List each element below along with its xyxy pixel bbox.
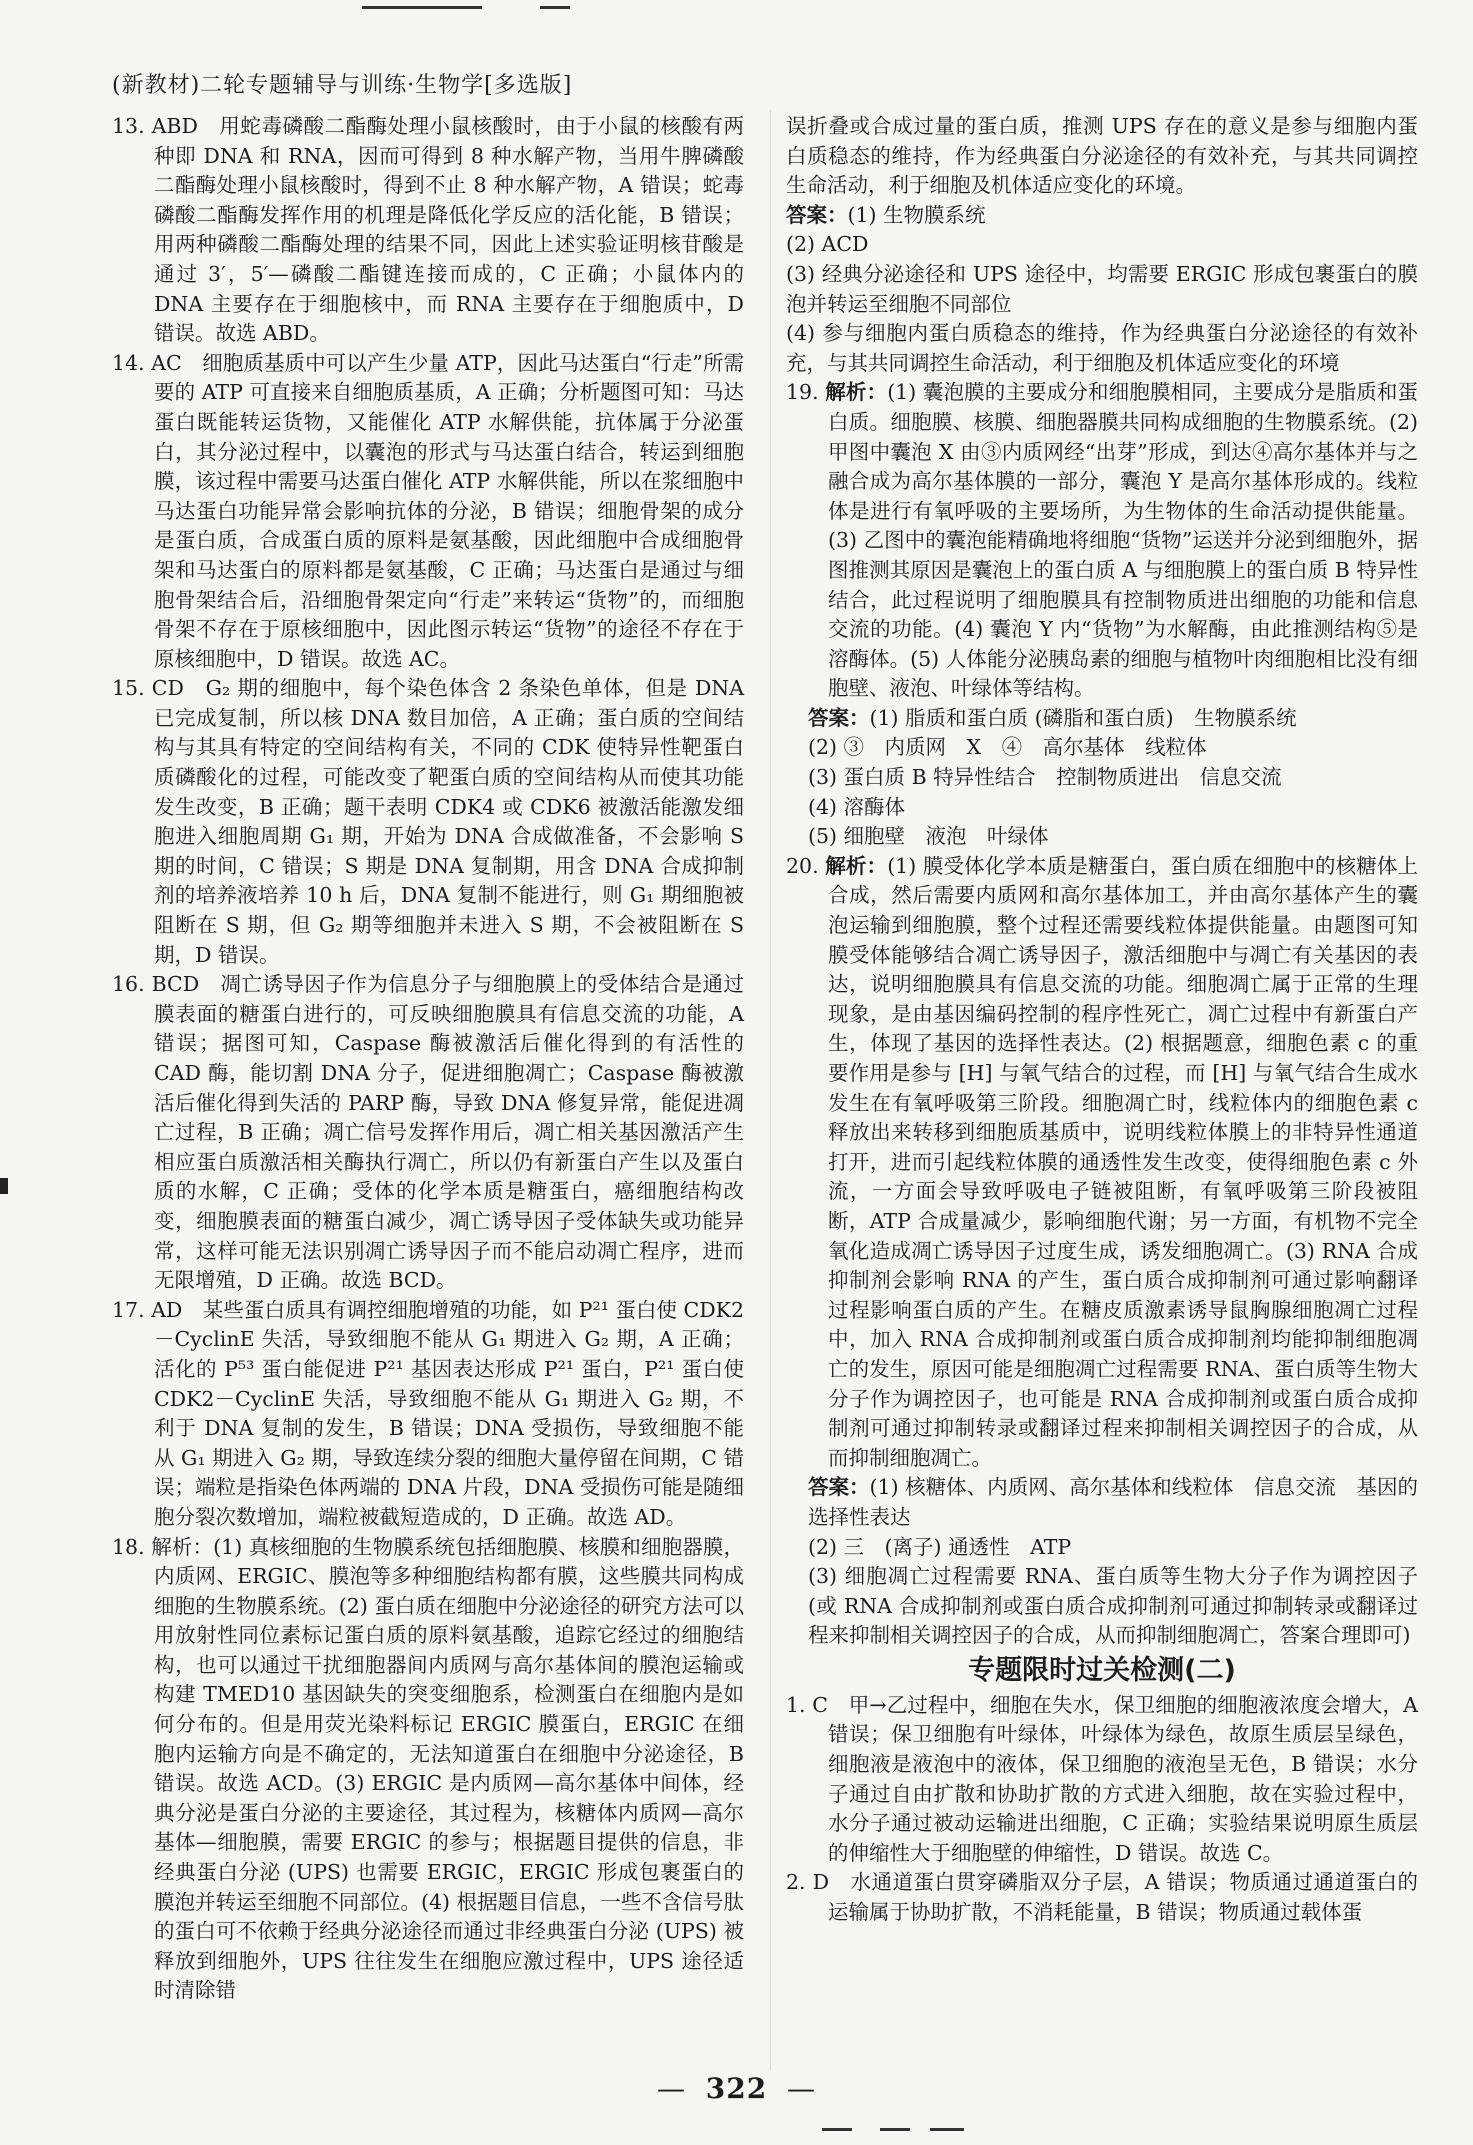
answer-18-continued: 误折叠或合成过量的蛋白质，推测 UPS 存在的意义是参与细胞内蛋白质稳态的维持，作为经典蛋白分泌途径的有效补充，与其共同调控生命活动，利于细胞及机体适应变化的环境。 <box>786 114 1418 198</box>
answer-19-key <box>786 704 1418 734</box>
answer-17: 17. AD 某些蛋白质具有调控细胞增殖的功能，如 P²¹ 蛋白使 CDK2－CyclinE 失活，导致细胞不能从 G₁ 期进入 G₂ 期，A 正确；活化的 P⁵³ 蛋白能促进 P²¹ 基因表达形成 P²¹ 蛋白，P²¹ 蛋白使 CDK2－CyclinE 失活，导致细胞不能从 G₁ 期进入 G₂ 期，不利于 DNA 复制的发生，B 错误；DNA 受损伤，导致细胞不能从 G₁ 期进入 G₂ 期，导致连续分裂的细胞大量停留在间期，C 错误；端粒是指染色体两端的 DNA 片段，DNA 受损伤可能是随细胞分裂次数增加，端粒被截短造成的，D 正确。故选 AD。 <box>112 1297 744 1529</box>
bottom-edge-mark <box>930 2128 964 2131</box>
answer-14: 14. AC 细胞质基质中可以产生少量 ATP，因此马达蛋白“行走”所需要的 ATP 可直接来自细胞质基质，A 正确；分析题图可知：马达蛋白既能转运货物，又能催化 ATP 水解供能，抗体属于分泌蛋白，其分泌过程中，以囊泡的形式与马达蛋白结合，转运到细胞膜，该过程中需要马达蛋白催化 ATP 水解供能，所以在浆细胞中马达蛋白功能异常会影响抗体的分泌，B 错误；细胞骨架的成分是蛋白质，合成蛋白质的原料是氨基酸，因此细胞中合成细胞骨架和马达蛋白的原料都是氨基酸，C 正确；马达蛋白是通过与细胞骨架结合后，沿细胞骨架定向“行走”来转运“货物”的，而细胞骨架不存在于原核细胞中，因此图示转运“货物”的途径不存在于原核细胞中，D 错误。故选 AC。 <box>112 350 744 671</box>
section-title: 专题限时过关检测(二) <box>968 1654 1236 1686</box>
analysis-text: (1) 囊泡膜的主要成分和细胞膜相同，主要成分是脂质和蛋白质。细胞膜、核膜、细胞器膜共同构成细胞的生物膜系统。(2) 甲图中囊泡 X 由③内质网经“出芽”形成，到达④高尔基体并与之融合成为高尔基体膜的一部分，囊泡 Y 是高尔基体形成的。线粒体是进行有氧呼吸的主要场所，为生物体的生命活动提供能量。(3) 乙图中的囊泡能精确地将细胞“货物”运送并分泌到细胞外，据图推测其原因是囊泡上的蛋白质 A 与细胞膜上的蛋白质 B 特异性结合，此过程说明了细胞膜具有控制物质进出细胞的功能和信息交流的功能。(4) 囊泡 Y 内“货物”为水解酶，由此推测结构⑤是溶酶体。(5) 人体能分泌胰岛素的细胞与植物叶肉细胞相比没有细胞壁、液泡、叶绿体等结构。 <box>828 380 1419 701</box>
answer-19-part-3: (3) 蛋白质 B 特异性结合 控制物质进出 信息交流 <box>808 765 1282 790</box>
answer-18-part-1: (1) 生物膜系统 <box>847 202 986 227</box>
top-edge-mark <box>362 6 482 9</box>
answer-20-part-3: (3) 细胞凋亡过程需要 RNA、蛋白质等生物大分子作为调控因子 (或 RNA 合成抑制剂或蛋白质合成抑制剂可通过抑制转录或翻译过程来抑制相关调控因子的合成，从而抑制细胞凋亡，答案合理即可) <box>808 1564 1418 1648</box>
question-number: 20. <box>786 853 826 878</box>
answer-18-analysis: 18. 解析：(1) 真核细胞的生物膜系统包括细胞膜、核膜和细胞器膜，内质网、ERGIC、膜泡等多种细胞结构都有膜，这些膜共同构成细胞的生物膜系统。(2) 蛋白质在细胞中分泌途径的研究方法可以用放射性同位素标记蛋白质的原料氨基酸，追踪它经过的细胞结构，也可以通过干扰细胞器间内质网与高尔基体间的膜泡运输或构建 TMED10 基因缺失的突变细胞系，检测蛋白在细胞内是如何分布的。但是用荧光染料标记 ERGIC 膜蛋白，ERGIC 在细胞内运输方向是不确定的，无法知道蛋白在细胞中分泌途径，B 错误。故选 ACD。(3) ERGIC 是内质网—高尔基体中间体，经典分泌是蛋白分泌的主要途径，其过程为，核糖体内质网—高尔基体—细胞膜，需要 ERGIC 的参与；根据题目提供的信息，非经典蛋白分泌 (UPS) 也需要 ERGIC，ERGIC 形成包裹蛋白的膜泡并转运至细胞不同部位。(4) 根据题目信息，一些不含信号肽的蛋白可不依赖于经典分泌途径而通过非经典蛋白分泌 (UPS) 被释放到细胞外，UPS 往往发生在细胞应激过程中，UPS 途径适时清除错 <box>112 1534 744 2003</box>
margin-mark <box>0 1178 8 1194</box>
analysis-text: (1) 膜受体化学本质是糖蛋白，蛋白质在细胞中的核糖体上合成，然后需要内质网和高尔基体加工，并由高尔基体产生的囊泡运输到细胞膜，整个过程还需要线粒体提供能量。由题图可知膜受体能够结合凋亡诱导因子，激活细胞中与凋亡有关基因的表达，说明细胞膜具有信息交流的功能。细胞凋亡属于正常的生理现象，是由基因编码控制的程序性死亡，凋亡过程中有新蛋白产生，体现了基因的选择性表达。(2) 根据题意，细胞色素 c 的重要作用是参与 [H] 与氧气结合的过程，而 [H] 与氧气结合生成水发生在有氧呼吸第三阶段。细胞凋亡时，线粒体内的细胞色素 c 释放出来转移到细胞质基质中，说明线粒体膜上的非特异性通道打开，进而引起线粒体膜的通透性发生改变，使得细胞色素 c 外流，一方面会导致呼吸电子链被阻断，有氧呼吸第三阶段被阻断，ATP 合成量减少，影响细胞代谢；另一方面，有机物不完全氧化造成凋亡诱导因子过度生成，诱发细胞凋亡。(3) RNA 合成抑制剂会影响 RNA 的产生，蛋白质合成抑制剂可通过影响翻译过程影响蛋白质的产生。在糖皮质激素诱导鼠胸腺细胞凋亡过程中，加入 RNA 合成抑制剂或蛋白质合成抑制剂均能抑制细胞凋亡的发生，原因可能是细胞凋亡过程需要 RNA、蛋白质等生物大分子作为调控因子，也可能是 RNA 合成抑制剂或蛋白质合成抑制剂可通过抑制转录或翻译过程来抑制相关调控因子的合成，从而抑制细胞凋亡。 <box>828 853 1419 1470</box>
test2-answer-2: 2. D 水通道蛋白贯穿磷脂双分子层，A 错误；物质通过通道蛋白的运输属于协助扩散，不消耗能量，B 错误；物质通过载体蛋 <box>786 1870 1418 1925</box>
right-column <box>786 112 1418 1928</box>
answer-15: 15. CD G₂ 期的细胞中，每个染色体含 2 条染色单体，但是 DNA 已完成复制，所以核 DNA 数目加倍，A 正确；蛋白质的空间结构与其具有特定的空间结构有关，不同的 CDK 使特异性靶蛋白质磷酸化的过程，可能改变了靶蛋白质的空间结构从而使其功能发生改变，B 正确；题干表明 CDK4 或 CDK6 被激活能激发细胞进入细胞周期 G₁ 期，开始为 DNA 合成做准备，不会影响 S 期的时间，C 错误；S 期是 DNA 复制期，用含 DNA 合成抑制剂的培养液培养 10 h 后，DNA 复制不能进行，则 G₁ 期细胞被阻断在 S 期，但 G₂ 期等细胞并未进入 S 期，不会被阻断在 S 期，D 错误。 <box>112 676 744 967</box>
answer-19-part-4: (4) 溶酶体 <box>808 794 906 819</box>
answer-label: 答案： <box>808 705 870 730</box>
page-number: 322 <box>705 2072 768 2105</box>
top-edge-mark <box>540 6 570 9</box>
column-divider <box>770 110 771 2070</box>
answer-20-analysis <box>786 852 1418 1473</box>
answer-20-part-1: (1) 核糖体、内质网、高尔基体和线粒体 信息交流 基因的选择性表达 <box>808 1475 1418 1529</box>
running-header: (新教材)二轮专题辅导与训练·生物学[多选版] <box>112 73 573 98</box>
answer-18-part-3: (3) 经典分泌途径和 UPS 途径中，均需要 ERGIC 形成包裹蛋白的膜泡并转运至细胞不同部位 <box>786 261 1418 316</box>
answer-13: 13. ABD 用蛇毒磷酸二酯酶处理小鼠核酸时，由于小鼠的核酸有两种即 DNA 和 RNA，因而可得到 8 种水解产物，当用牛脾磷酸二酯酶处理小鼠核酸时，得到不止 8 种水解产物，A 错误；蛇毒磷酸二酯酶发挥作用的机理是降低化学反应的活化能，B 错误；用两种磷酸二酯酶处理的结果不同，因此上述实验证明核苷酸是通过 3′，5′—磷酸二酯键连接而成的，C 正确；小鼠体内的 DNA 主要存在于细胞核中，而 RNA 主要存在于细胞质中，D 错误。故选 ABD。 <box>112 114 744 346</box>
left-column <box>112 112 744 2006</box>
answer-19-part-2: (2) ③ 内质网 X ④ 高尔基体 线粒体 <box>808 735 1207 760</box>
answer-label: 答案： <box>808 1475 870 1500</box>
answer-19-analysis <box>786 378 1418 704</box>
answer-18-part-2: (2) ACD <box>786 232 869 257</box>
answer-20-part-2: (2) 三 (离子) 通透性 ATP <box>808 1534 1072 1559</box>
dash-left: — <box>656 2072 706 2105</box>
dash-right: — <box>767 2072 817 2105</box>
test2-answer-1: 1. C 甲→乙过程中，细胞在失水，保卫细胞的细胞液浓度会增大，A 错误；保卫细胞有叶绿体，叶绿体为绿色，故原生质层呈绿色，细胞液是液泡中的液体，保卫细胞的液泡呈无色，B 错误；水分子通过自由扩散和协助扩散的方式进入细胞，故在实验过程中，水分子通过被动运输进出细胞，C 正确；实验结果说明原生质层的伸缩性大于细胞壁的伸缩性，D 错误。故选 C。 <box>786 1692 1418 1865</box>
answer-19-part-5: (5) 细胞壁 液泡 叶绿体 <box>808 824 1049 849</box>
question-number: 19. <box>786 380 826 405</box>
answer-18-key <box>786 201 1418 231</box>
answer-label: 答案： <box>786 202 848 227</box>
analysis-label: 解析： <box>825 380 888 405</box>
page-footer <box>0 2072 1473 2105</box>
answer-19-part-1: (1) 脂质和蛋白质 (磷脂和蛋白质) 生物膜系统 <box>869 705 1297 730</box>
answer-20-key <box>786 1473 1418 1532</box>
answer-16: 16. BCD 凋亡诱导因子作为信息分子与细胞膜上的受体结合是通过膜表面的糖蛋白进行的，可反映细胞膜具有信息交流的功能，A 错误；据图可知，Caspase 酶被激活后催化得到的有活性的 CAD 酶，能切割 DNA 分子，促进细胞凋亡；Caspase 酶被激活后催化得到失活的 PARP 酶，导致 DNA 修复异常，能促进凋亡过程，B 正确；凋亡信号发挥作用后，凋亡相关基因激活产生相应蛋白质激活相关酶执行凋亡，所以仍有新蛋白产生以及蛋白质的水解，C 正确；受体的化学本质是糖蛋白，癌细胞结构改变，细胞膜表面的糖蛋白减少，凋亡诱导因子受体缺失或功能异常，这样可能无法识别凋亡诱导因子而不能启动凋亡程序，进而无限增殖，D 正确。故选 BCD。 <box>112 972 744 1293</box>
analysis-label: 解析： <box>825 853 888 878</box>
bottom-edge-mark <box>880 2128 910 2131</box>
bottom-edge-mark <box>822 2128 852 2131</box>
answer-18-part-4: (4) 参与细胞内蛋白质稳态的维持，作为经典蛋白分泌途径的有效补充，与其共同调控生命活动，利于细胞及机体适应变化的环境 <box>786 321 1418 375</box>
